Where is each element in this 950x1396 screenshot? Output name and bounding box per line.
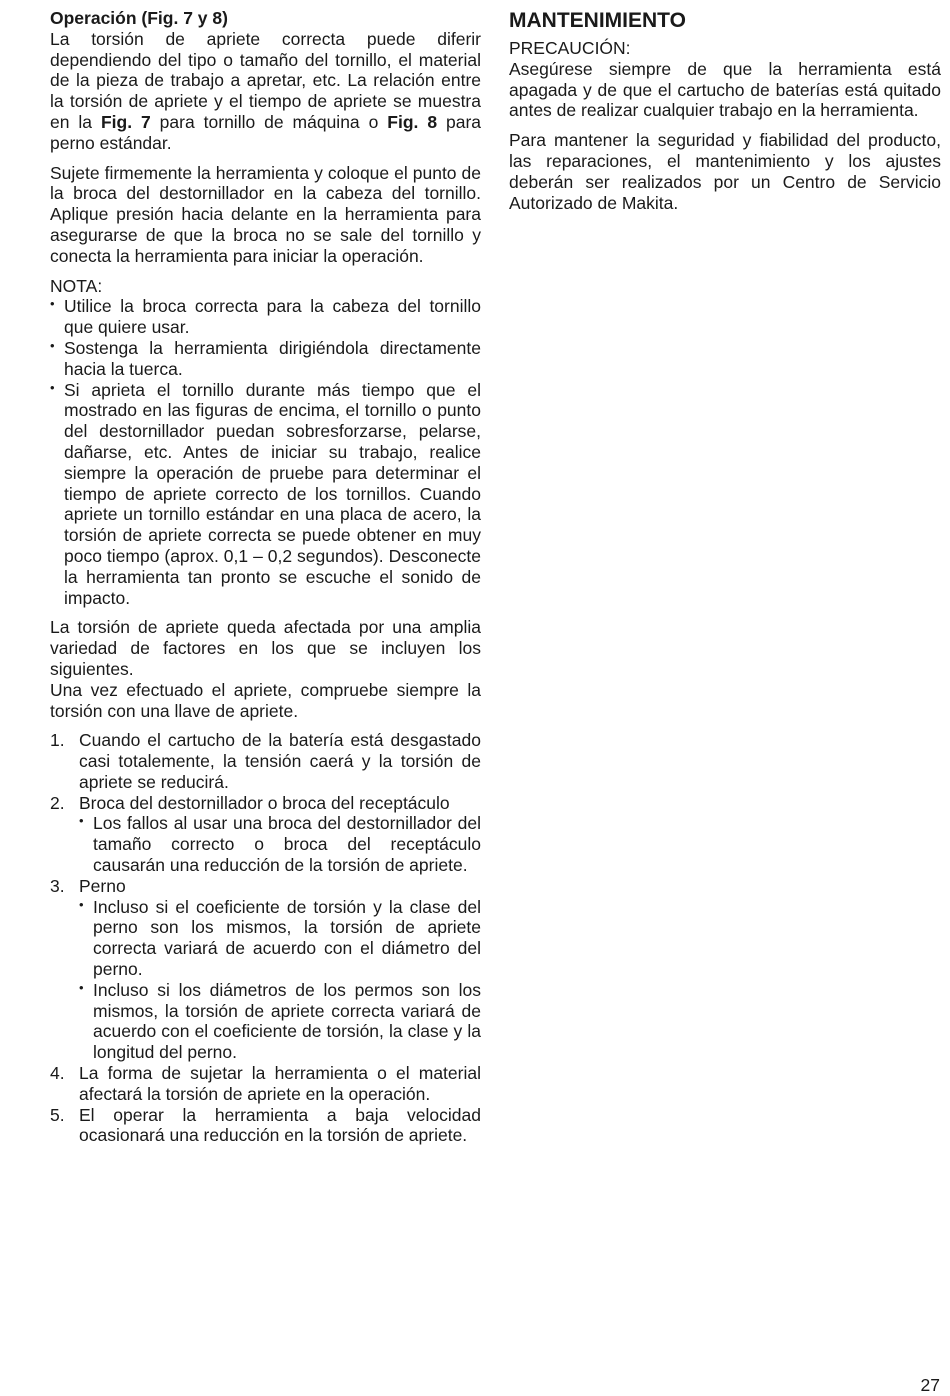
service-paragraph: Para mantener la seguridad y fiabilidad del producto, las reparaciones, el mantenimiento y los ajustes deberán ser realizados por un Centro de Servicio Autorizado de Makita. — [509, 130, 941, 213]
factor-number: 3. — [50, 875, 65, 896]
intro-text-1: La torsión de apriete correcta puede diferir dependiendo del tipo o tamaño del tornillo, el material de la pieza de trabajo a apretar, etc. La relación entre la torsión de apriete y el tiempo de apriete se muestra en la — [50, 28, 481, 132]
factor-number: 2. — [50, 792, 65, 813]
caution-text: Asegúrese siempre de que la herramienta está apagada y de que el cartucho de baterías está quitado antes de realizar cualquier trabajo en la herramienta. — [509, 58, 941, 121]
factor-item — [50, 730, 481, 792]
factor-number: 1. — [50, 730, 65, 751]
factor-text: La forma de sujetar la herramienta o el material afectará la torsión de apriete en la operación. — [79, 1063, 481, 1104]
factor-subitem: • Incluso si el coeficiente de torsión y la clase del perno son los mismos, la torsión de apriete correcta variará de acuerdo con el diámetro del perno. — [79, 897, 481, 980]
factors-list — [50, 730, 481, 1146]
note-label: NOTA: — [50, 275, 103, 296]
factor-number: 4. — [50, 1063, 65, 1084]
left-column — [50, 8, 481, 1146]
factor-item — [50, 793, 481, 876]
factor-text: Broca del destornillador o broca del receptáculo — [79, 792, 450, 813]
note-item: • Sostenga la herramienta dirigiéndola directamente hacia la tuerca. — [50, 338, 481, 380]
factor-item — [50, 1105, 481, 1147]
factor-text: Perno — [79, 875, 126, 896]
factor-subitem: • Incluso si los diámetros de los permos son los mismos, la torsión de apriete correcta variará de acuerdo con el coeficiente de torsión, la clase y la longitud del perno. — [79, 980, 481, 1063]
check-torque-paragraph: Una vez efectuado el apriete, compruebe siempre la torsión con una llave de apriete. — [50, 679, 481, 721]
factor-sublist — [79, 897, 481, 1063]
intro-paragraph — [50, 29, 481, 154]
intro-text-3: para perno estándar. — [50, 111, 482, 153]
factor-text: Cuando el cartucho de la batería está desgastado casi totalemente, la tensión caerá y la torsión de apriete se reducirá. — [79, 730, 481, 792]
intro-text-2: para tornillo de máquina o — [150, 111, 388, 132]
factors-paragraph: La torsión de apriete queda afectada por una amplia variedad de factores en los que se incluyen los siguientes. — [50, 617, 481, 679]
maintenance-title: MANTENIMIENTO — [509, 9, 686, 32]
factor-item — [50, 876, 481, 1063]
note-item: • Utilice la broca correcta para la cabeza del tornillo que quiere usar. — [50, 296, 481, 338]
factor-subitem: • Los fallos al usar una broca del destornillador del tamaño correcto o broca del receptáculo causarán una reducción de la torsión de apriete. — [79, 813, 481, 875]
factor-sublist — [79, 813, 481, 875]
page-number: 27 — [920, 1375, 940, 1395]
note-item: • Si aprieta el tornillo durante más tiempo que el mostrado en las figuras de encima, el tornillo o punto del destornillador puedan sobresforzarse, pelarse, dañarse, etc. Antes de iniciar su trabajo, realice siempre la operación de pruebe para determinar el tiempo de apriete correcto de los tornillos. Cuando apriete un tornillo estándar en una placa de acero, la torsión de apriete correcta se puede obtener en muy poco tiempo (aprox. 0,1 – 0,2 segundos). Desconecte la herramienta tan pronto se escuche el sonido de impacto. — [50, 380, 481, 609]
note-list — [50, 296, 481, 608]
factor-number: 5. — [50, 1104, 65, 1125]
grip-paragraph: Sujete firmemente la herramienta y coloque el punto de la broca del destornillador en la cabeza del tornillo. Aplique presión hacia delante en la herramienta para asegurarse de que la broca no se sale del tornillo y conecta la herramienta para iniciar la operación. — [50, 162, 481, 266]
fig7-ref: Fig. 7 — [100, 111, 151, 132]
right-column — [509, 8, 941, 222]
caution-label: PRECAUCIÓN: — [509, 38, 631, 58]
fig8-ref: Fig. 8 — [387, 111, 438, 132]
operation-heading: Operación (Fig. 7 y 8) — [50, 8, 228, 28]
factor-text: El operar la herramienta a baja velocidad ocasionará una reducción en la torsión de apriete. — [79, 1104, 481, 1146]
factor-item — [50, 1063, 481, 1105]
